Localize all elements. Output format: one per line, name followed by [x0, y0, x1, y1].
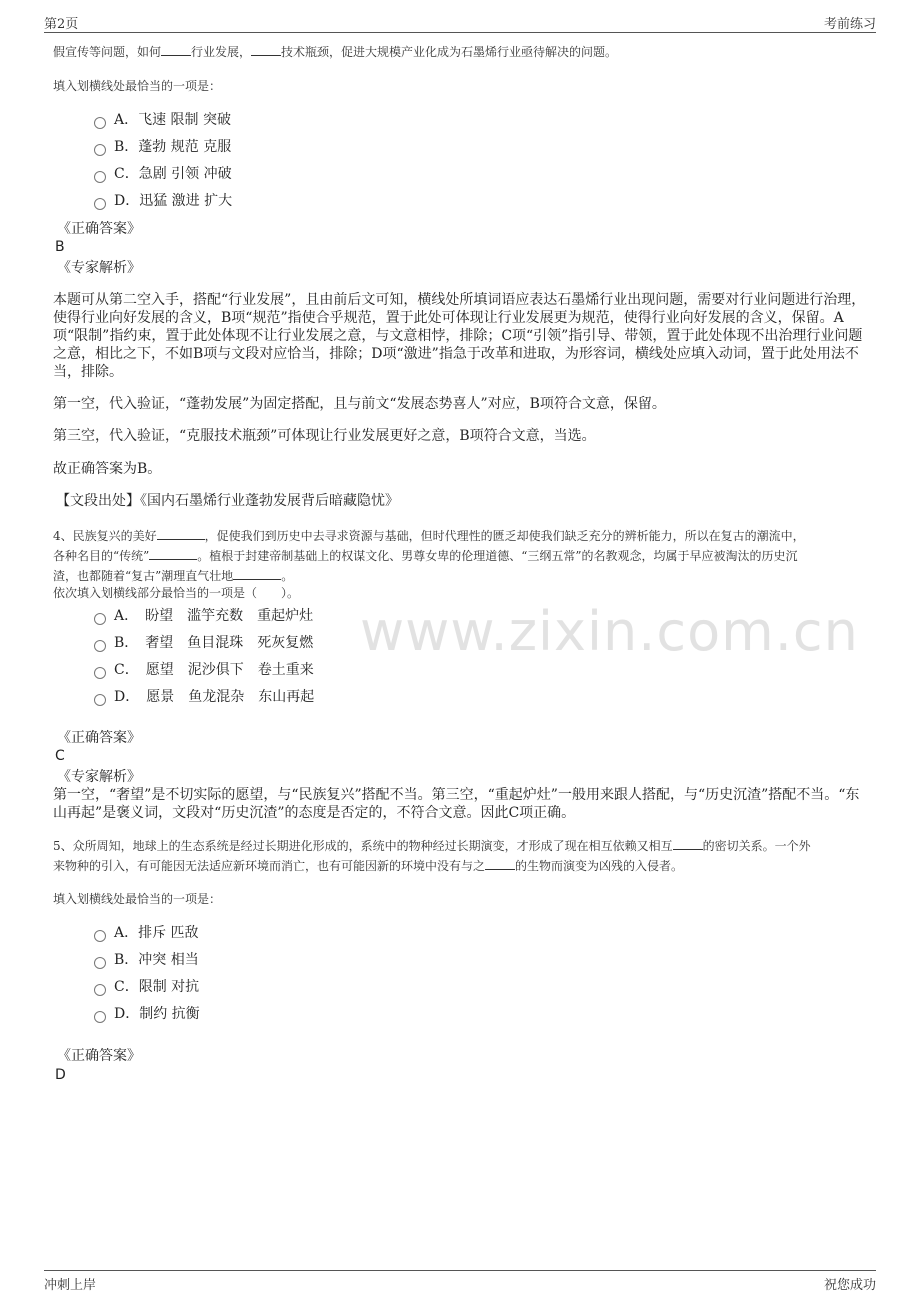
q3-prompt: 填入划横线处最恰当的一项是：: [53, 79, 222, 93]
radio-icon[interactable]: [94, 144, 106, 156]
q4-option-b[interactable]: B． 奢望 鱼目混珠 死灰复燃: [94, 633, 313, 653]
q4-answer-label: 《正确答案》: [57, 730, 141, 746]
q3-analysis-paragraph: 第三空，代入验证，“克服技术瓶颈”可体现让行业发展更好之意，B项符合文意，当选。: [53, 428, 596, 444]
q3-analysis-paragraph: 故正确答案为B。: [53, 461, 162, 477]
q4-option-d[interactable]: D． 愿景 鱼龙混杂 东山再起: [94, 687, 314, 707]
q5-option-b[interactable]: B．冲突 相当: [94, 950, 199, 970]
header-title: 考前练习: [823, 17, 876, 32]
q4-stem: 4、民族复兴的美好 ，促使我们到历史中去寻求资源与基础，但时代理性的匮乏却使我们缺乏充分的辨析能力，所以在复古的潮流中， 各种名目的“传统” 。植根于封建帝制基础上的权谋文化、男尊女卑的伦理道德、“三纲五常”的名教观念，均属于早应被淘汰的历史沉 渣，也都随着“复古”潮理直气壮地 。: [53, 529, 805, 583]
footer-right-text: 祝您成功: [823, 1278, 876, 1293]
q3-option-c[interactable]: C．急剧 引领 冲破: [94, 164, 232, 184]
radio-icon[interactable]: [94, 640, 106, 652]
q5-stem: 5、众所周知，地球上的生态系统是经过长期进化形成的，系统中的物种经过长期演变，才形成了现在相互依赖又相互 的密切关系。一个外 来物种的引入，有可能因无法适应新环境而消亡，也有可能因新的环境中没有与之 的生物而演变为凶残的入侵者。: [53, 839, 811, 873]
radio-icon[interactable]: [94, 613, 106, 625]
q4-prompt: 依次填入划横线部分最恰当的一项是（ ）。: [53, 586, 300, 600]
radio-icon[interactable]: [94, 694, 106, 706]
q3-option-b[interactable]: B．蓬勃 规范 克服: [94, 137, 231, 157]
q3-answer: B: [55, 239, 65, 255]
radio-icon[interactable]: [94, 1011, 106, 1023]
radio-icon[interactable]: [94, 984, 106, 996]
page-footer: [44, 1270, 876, 1291]
q5-option-c[interactable]: C．限制 对抗: [94, 977, 199, 997]
footer-left-text: 冲刺上岸: [44, 1278, 97, 1293]
q3-analysis-paragraph: 第一空，代入验证，“蓬勃发展”为固定搭配，且与前文“发展态势喜人”对应，B项符合文意，保留。: [53, 396, 666, 412]
q5-option-d[interactable]: D．制约 抗衡: [94, 1004, 200, 1024]
q3-analysis-label: 《专家解析》: [57, 260, 141, 276]
q3-answer-label: 《正确答案》: [57, 221, 141, 237]
page-header: [44, 13, 876, 33]
q3-option-d[interactable]: D．迅猛 激进 扩大: [94, 191, 232, 211]
q3-analysis-paragraph: 本题可从第二空入手，搭配“行业发展”，且由前后文可知，横线处所填词语应表达石墨烯行业出现问题，需要对行业问题进行治理，使得行业向好发展的含义，B项“规范”指使合乎规范，置于此处可体现让行业发展更为规范，使得行业向好发展的含义，保留。A项“限制”指约束，置于此处体现不让行业发展之意，与文意相悖，排除；C项“引领”指引导、带领，置于此处体现不出治理行业问题之意，相比之下，不如B项与文段对应恰当，排除；D项“激进”指急于改革和进取，为形容词，横线处应填入动词，置于此处用法不当，排除。: [53, 292, 866, 380]
q5-answer: D: [55, 1067, 66, 1083]
q3-stem: 假宣传等问题，如何 行业发展， 技术瓶颈，促进大规模产业化成为石墨烯行业亟待解决的问题。: [53, 45, 618, 59]
radio-icon[interactable]: [94, 667, 106, 679]
watermark: www.zixin.com.cn: [360, 600, 859, 663]
page-number: 第2页: [44, 17, 79, 32]
q3-source: 【文段出处】《国内石墨烯行业蓬勃发展背后暗藏隐忧》: [56, 493, 399, 509]
radio-icon[interactable]: [94, 117, 106, 129]
q4-analysis-label: 《专家解析》: [57, 769, 141, 785]
q4-option-c[interactable]: C． 愿望 泥沙俱下 卷土重来: [94, 660, 314, 680]
q3-option-a[interactable]: A．飞速 限制 突破: [94, 110, 231, 130]
q4-option-a[interactable]: A． 盼望 滥竽充数 重起炉灶: [94, 606, 313, 626]
radio-icon[interactable]: [94, 930, 106, 942]
radio-icon[interactable]: [94, 957, 106, 969]
q5-answer-label: 《正确答案》: [57, 1048, 141, 1064]
radio-icon[interactable]: [94, 171, 106, 183]
q5-prompt: 填入划横线处最恰当的一项是：: [53, 892, 222, 906]
radio-icon[interactable]: [94, 198, 106, 210]
q5-option-a[interactable]: A．排斥 匹敌: [94, 923, 199, 943]
q4-answer: C: [55, 748, 65, 764]
q4-analysis: 第一空，“奢望”是不切实际的愿望，与“民族复兴”搭配不当。第三空，“重起炉灶”一般用来跟人搭配，与“历史沉渣”搭配不当。“东山再起”是褒义词，文段对“历史沉渣”的态度是否定的，不符合文意。因此C项正确。: [53, 787, 860, 821]
